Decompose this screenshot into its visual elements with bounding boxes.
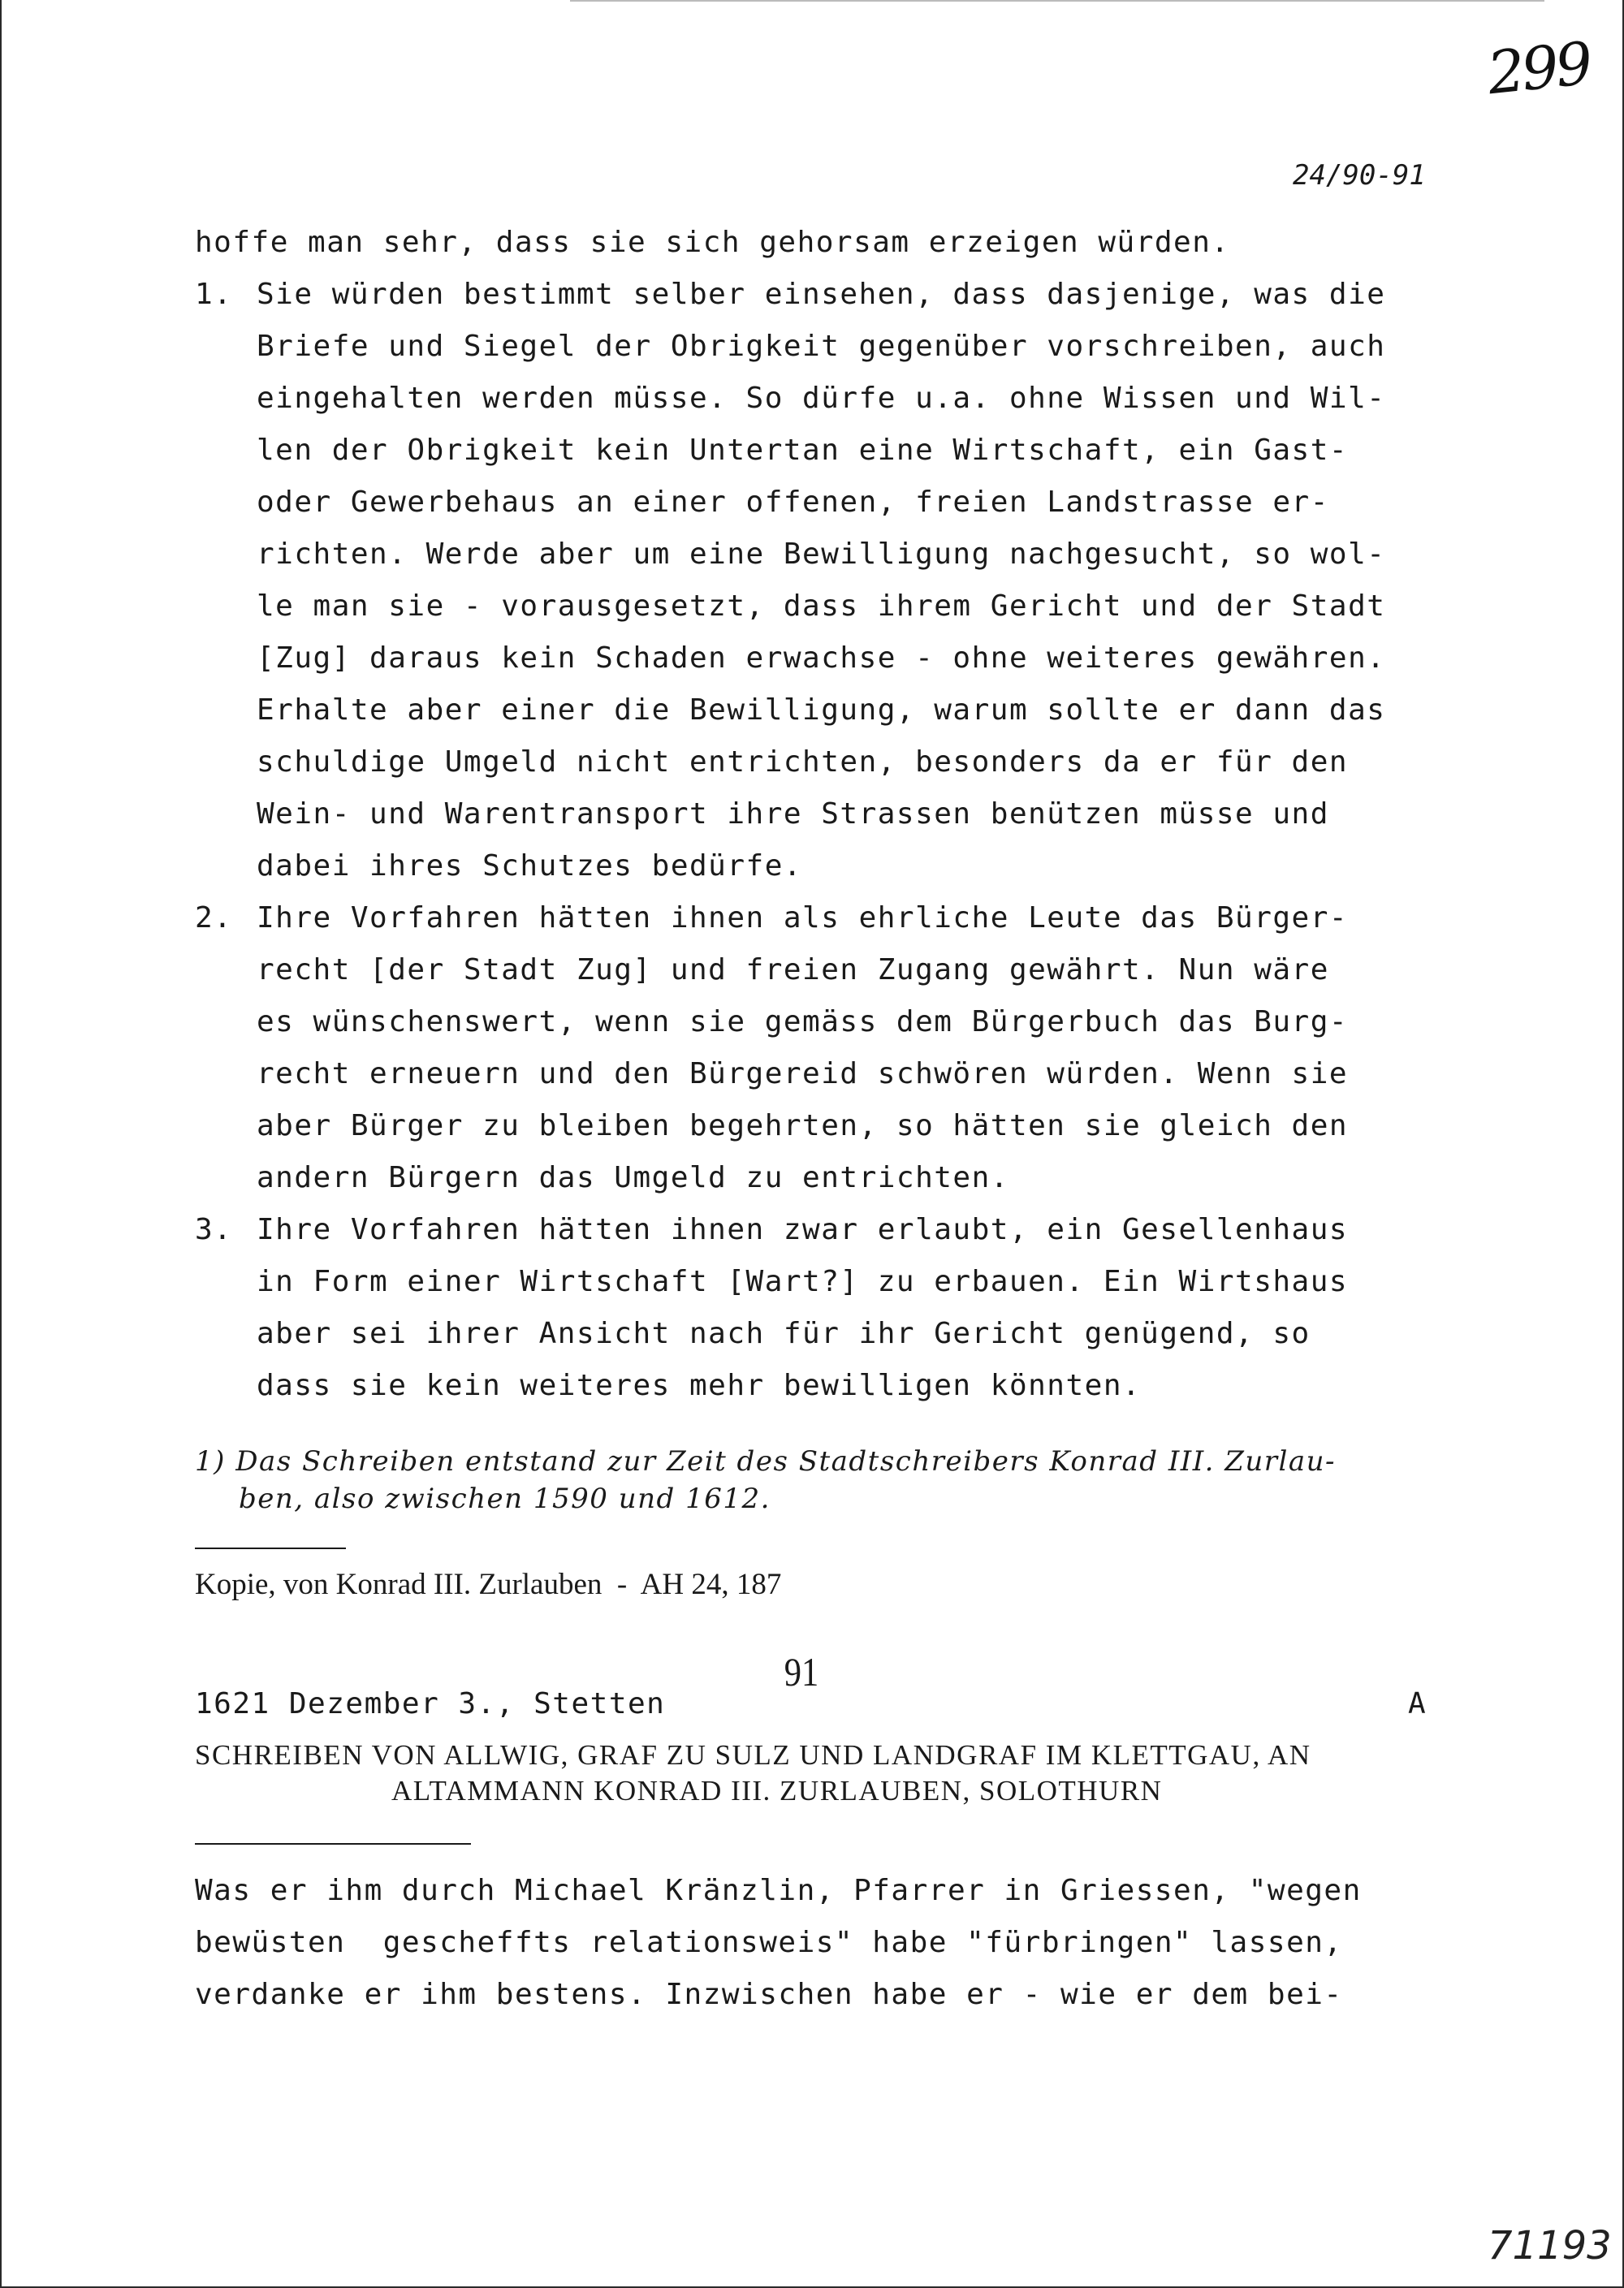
item-number: 1. — [195, 278, 233, 311]
item-line: richten. Werde aber um eine Bewilligung nachgesucht, so wol- — [257, 537, 1386, 571]
archive-number: 71193 — [1488, 2223, 1612, 2269]
item-line: es wünschenswert, wenn sie gemäss dem Bürgerbuch das Burg- — [257, 1005, 1349, 1038]
handwritten-page-number: 299 — [1484, 28, 1593, 108]
item-line: aber sei ihrer Ansicht nach für ihr Gericht genügend, so — [257, 1317, 1311, 1350]
item-line: Ihre Vorfahren hätten ihnen zwar erlaubt, ein Gesellenhaus — [257, 1213, 1349, 1246]
item-line: len der Obrigkeit kein Untertan eine Wirtschaft, ein Gast- — [257, 434, 1349, 467]
item-line: recht erneuern und den Bürgereid schwören würden. Wenn sie — [257, 1057, 1349, 1090]
body-line: Was er ihm durch Michael Kränzlin, Pfarrer in Griessen, "wegen — [195, 1874, 1362, 1907]
footnote-rule — [195, 1548, 346, 1549]
reference-number: 24/90-91 — [1293, 159, 1426, 192]
item-line: Erhalte aber einer die Bewilligung, warum sollte er dann das — [257, 693, 1386, 727]
body-line: verdanke er ihm bestens. Inzwischen habe er - wie er dem bei- — [195, 1978, 1343, 2011]
item-line: aber Bürger zu bleiben begehrten, so hätten sie gleich den — [257, 1109, 1349, 1142]
item-line: andern Bürgern das Umgeld zu entrichten. — [257, 1161, 1009, 1194]
document-number: 91 — [784, 1649, 819, 1694]
document-title-line: ALTAMMANN KONRAD III. ZURLAUBEN, SOLOTHURN — [391, 1775, 1163, 1807]
footnote-line: 1) Das Schreiben entstand zur Zeit des Stadtschreibers Konrad III. Zurlau- — [195, 1445, 1337, 1478]
intro-line: hoffe man sehr, dass sie sich gehorsam erzeigen würden. — [195, 226, 1230, 259]
footnote-line: ben, also zwischen 1590 und 1612. — [239, 1483, 771, 1515]
item-line: le man sie - vorausgesetzt, dass ihrem Gericht und der Stadt — [257, 589, 1386, 623]
document-title-line: SCHREIBEN VON ALLWIG, GRAF ZU SULZ UND LANDGRAF IM KLETTGAU, AN — [195, 1739, 1311, 1771]
item-line: Ihre Vorfahren hätten ihnen als ehrliche Leute das Bürger- — [257, 901, 1349, 935]
item-line: recht [der Stadt Zug] und freien Zugang gewährt. Nun wäre — [257, 953, 1329, 986]
item-number: 2. — [195, 901, 233, 935]
item-line: schuldige Umgeld nicht entrichten, besonders da er für den — [257, 745, 1349, 779]
scan-edge-line — [570, 0, 1544, 2]
item-line: Wein- und Warentransport ihre Strassen benützen müsse und — [257, 797, 1329, 831]
title-rule — [195, 1843, 471, 1845]
item-line: eingehalten werden müsse. So dürfe u.a. ohne Wissen und Wil- — [257, 382, 1386, 415]
document-letter: A — [1408, 1687, 1427, 1720]
body-line: bewüsten gescheffts relationsweis" habe "fürbringen" lassen, — [195, 1926, 1343, 1959]
item-line: dass sie kein weiteres mehr bewilligen könnten. — [257, 1369, 1142, 1402]
document-date: 1621 Dezember 3., Stetten — [195, 1687, 666, 1720]
item-line: [Zug] daraus kein Schaden erwachse - ohne weiteres gewähren. — [257, 641, 1386, 675]
item-number: 3. — [195, 1213, 233, 1246]
source-note: Kopie, von Konrad III. Zurlauben - AH 24, 187 — [195, 1568, 782, 1601]
item-line: oder Gewerbehaus an einer offenen, freien Landstrasse er- — [257, 486, 1329, 519]
item-line: in Form einer Wirtschaft [Wart?] zu erbauen. Ein Wirtshaus — [257, 1265, 1349, 1298]
item-line: Sie würden bestimmt selber einsehen, dass dasjenige, was die — [257, 278, 1386, 311]
item-line: Briefe und Siegel der Obrigkeit gegenüber vorschreiben, auch — [257, 330, 1386, 363]
item-line: dabei ihres Schutzes bedürfe. — [257, 849, 803, 883]
